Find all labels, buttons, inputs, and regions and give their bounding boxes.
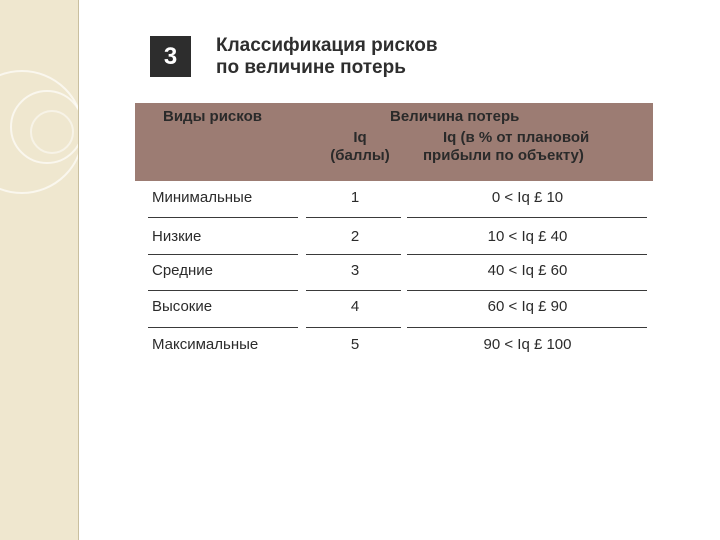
row-1-type: Минимальные (152, 189, 253, 206)
row-4-type: Высокие (152, 298, 213, 315)
header-loss-value: Величина потерь (390, 108, 520, 125)
header-iq-points-line2: (баллы) (330, 147, 390, 164)
row-3-points: 3 (350, 262, 360, 279)
header-iq-percent-line2: прибыли по объекту) (423, 147, 584, 164)
row-2-range: 10 < Iq £ 40 (487, 228, 568, 245)
row-divider (306, 327, 401, 328)
row-5-points: 5 (350, 336, 360, 353)
header-iq-percent (423, 129, 648, 165)
row-divider (148, 254, 298, 255)
row-5-type: Максимальные (152, 336, 259, 353)
row-1-range: 0 < Iq £ 10 (491, 189, 564, 206)
row-divider (306, 217, 401, 218)
row-4-points: 4 (350, 298, 360, 315)
row-2-points: 2 (350, 228, 360, 245)
slide-number-badge: 3 (150, 36, 191, 77)
row-5-range: 90 < Iq £ 100 (483, 336, 572, 353)
row-divider (148, 290, 298, 291)
header-iq-percent-line1: Iq (в % от плановой (443, 129, 590, 146)
slide-title (216, 35, 438, 79)
row-divider (148, 217, 298, 218)
row-divider (407, 254, 647, 255)
row-divider (407, 290, 647, 291)
decorative-circle (30, 110, 74, 154)
header-risk-type: Виды рисков (163, 108, 262, 125)
row-3-range: 40 < Iq £ 60 (487, 262, 568, 279)
row-divider (148, 327, 298, 328)
row-divider (306, 254, 401, 255)
row-1-points: 1 (350, 189, 360, 206)
table-header (135, 103, 653, 181)
header-iq-points (315, 129, 405, 165)
row-4-range: 60 < Iq £ 90 (487, 298, 568, 315)
row-divider (306, 290, 401, 291)
title-line-1: Классификация рисков (216, 35, 438, 56)
row-divider (407, 327, 647, 328)
title-line-2: по величине потерь (216, 57, 406, 78)
decorative-side-strip (0, 0, 79, 540)
header-iq-points-line1: Iq (353, 129, 367, 146)
row-divider (407, 217, 647, 218)
row-3-type: Средние (152, 262, 213, 279)
row-2-type: Низкие (152, 228, 202, 245)
